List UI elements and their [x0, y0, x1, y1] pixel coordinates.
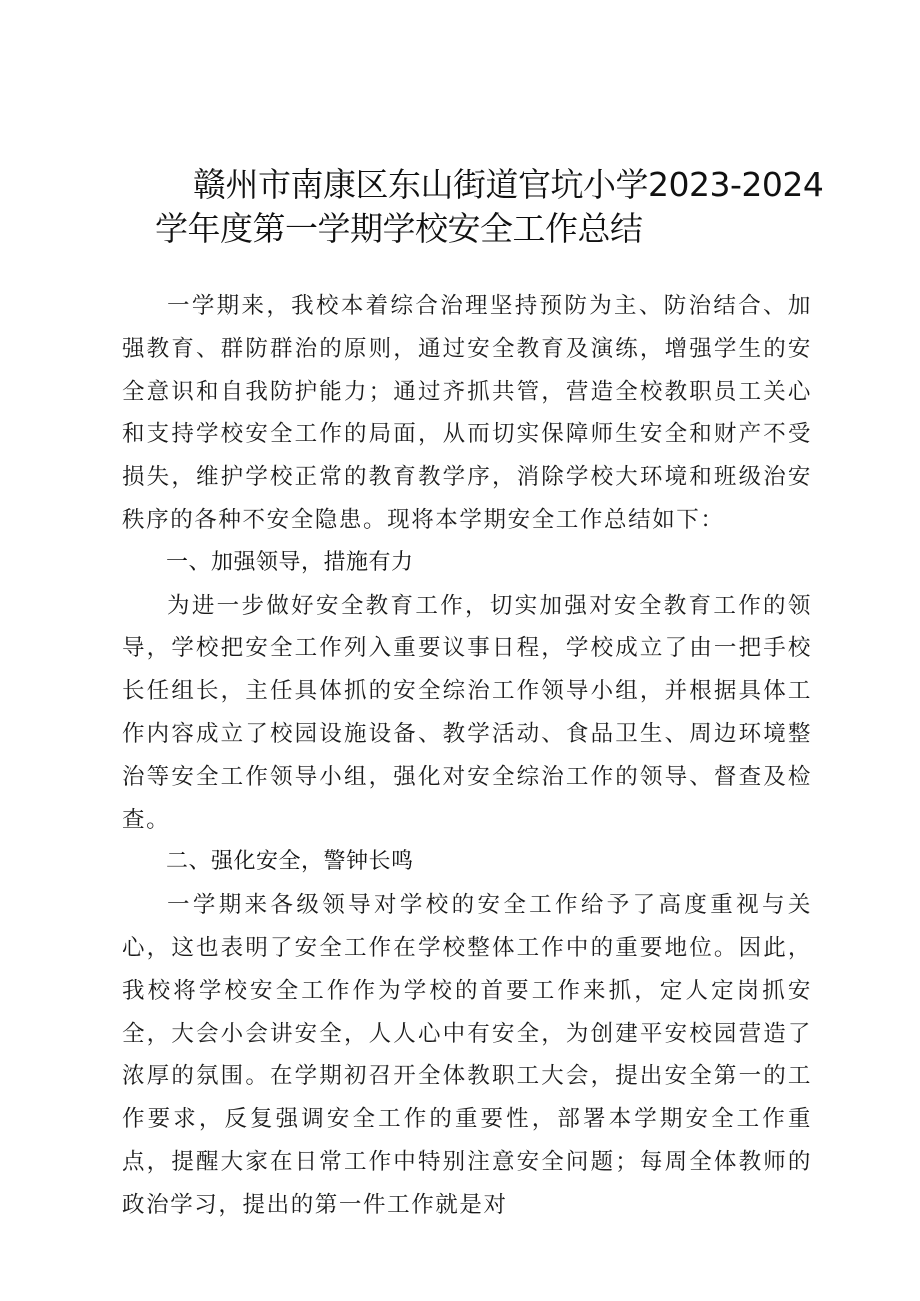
document-body: [122, 285, 812, 1227]
section-heading-2: 二、强化安全，警钟长鸣: [166, 849, 414, 875]
section-heading-1: 一、加强领导，措施有力: [166, 549, 414, 575]
intro-paragraph: 一学期来，我校本着综合治理坚持预防为主、防治结合、加强教育、群防群治的原则，通过安全教育及演练，增强学生的安全意识和自我防护能力；通过齐抓共管，营造全校教职员工关心和支持学校安全工作的局面，从而切实保障师生安全和财产不受损失，维护学校正常的教育教学序，消除学校大环境和班级治安秩序的各种不安全隐患。现将本学期安全工作总结如下：: [122, 293, 812, 533]
title-line-1: 赣州市南康区东山街道官坑小学2023-2024: [193, 165, 824, 204]
title-line-2: 学年度第一学期学校安全工作总结: [155, 209, 643, 248]
document-title: [155, 163, 824, 251]
section-paragraph-2: 一学期来各级领导对学校的安全工作给予了高度重视与关心，这也表明了安全工作在学校整体工作中的重要地位。因此，我校将学校安全工作作为学校的首要工作来抓，定人定岗抓安全，大会小会讲安全，人人心中有安全，为创建平安校园营造了浓厚的氛围。在学期初召开全体教职工大会，提出安全第一的工作要求，反复强调安全工作的重要性，部署本学期安全工作重点，提醒大家在日常工作中特别注意安全问题；每周全体教师的政治学习，提出的第一件工作就是对: [122, 892, 812, 1218]
section-paragraph-1: 为进一步做好安全教育工作，切实加强对安全教育工作的领导，学校把安全工作列入重要议事日程，学校成立了由一把手校长任组长，主任具体抓的安全综治工作领导小组，并根据具体工作内容成立了校园设施设备、教学活动、食品卫生、周边环境整治等安全工作领导小组，强化对安全综治工作的领导、督查及检查。: [122, 592, 812, 833]
